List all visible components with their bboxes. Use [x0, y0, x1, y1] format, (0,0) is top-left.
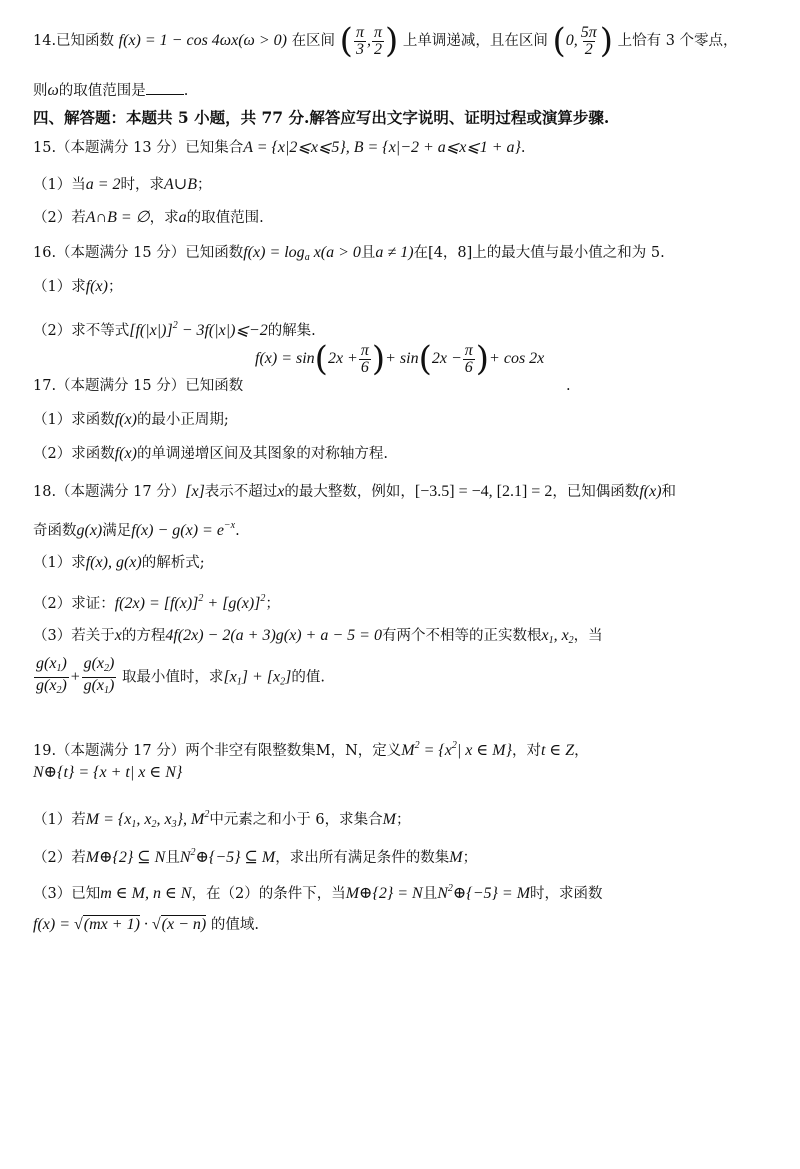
q17-text: 的最小正周期; [136, 412, 229, 428]
fraction [82, 656, 117, 699]
math: f(x) − g(x) = e [131, 522, 224, 539]
math: f(x) = log [243, 244, 305, 261]
math: | x ∈ M} [456, 742, 512, 759]
q15-text: ，求 [149, 210, 179, 226]
math: [x] [185, 483, 205, 500]
t: ) [109, 655, 115, 672]
q14-line-2 [33, 80, 188, 101]
sub: 2 [568, 635, 574, 646]
q16-head [33, 243, 665, 268]
fraction [34, 656, 69, 699]
paren-right: ) [384, 21, 399, 61]
sup: 2 [198, 593, 204, 604]
q16-part-1 [33, 277, 122, 297]
math: f(x) [639, 483, 662, 500]
sup: −x [223, 520, 236, 531]
q14-text: 在区间 [291, 33, 336, 49]
math: M⊕{2} ⊆ N [85, 849, 166, 866]
sub: 3 [171, 819, 177, 830]
q16-text: （2）求不等式 [33, 323, 130, 339]
q19-head [33, 736, 589, 761]
q14-text: . [183, 83, 189, 99]
t: ) [109, 677, 115, 694]
sub: 2 [104, 663, 109, 674]
q19-text: 的值域. [210, 917, 259, 933]
num: π [355, 23, 364, 41]
q18-text: 和 [661, 484, 677, 500]
q14-text: 则 [33, 83, 48, 99]
num: π [360, 341, 369, 359]
den [82, 677, 117, 699]
fraction [372, 25, 384, 58]
q14-text: 的取值范围是 [58, 83, 146, 99]
math: t ∈ Z [540, 742, 575, 759]
q19-text: 且 [165, 850, 180, 866]
q18-head [33, 482, 676, 502]
comma: , [366, 32, 371, 49]
math: f(x), g(x) [85, 554, 142, 571]
q17-formula [255, 339, 545, 379]
t: g(x [83, 655, 104, 672]
q19-text: ； [462, 850, 478, 866]
q17-dot: . [566, 378, 571, 394]
sup: 2 [447, 883, 453, 894]
q14-text: 上恰有 3 个零点， [617, 33, 738, 49]
q19-part-3-cont [33, 915, 259, 935]
q18-line-2 [33, 516, 240, 541]
math: a ≠ 1) [375, 244, 414, 261]
q16-text: 在[4，8]上的最大值与最小值之和为 5. [413, 245, 665, 261]
q16-text: 且 [360, 245, 376, 261]
sup: 2 [414, 740, 420, 751]
math: x [114, 627, 122, 644]
sqrt-sign: √ [74, 916, 83, 933]
math: [x [223, 668, 237, 686]
math: }, M [176, 811, 205, 828]
q19-text: 时，求函数 [530, 886, 603, 902]
math: [f(|x|)] [129, 322, 173, 339]
math: , x [553, 627, 569, 644]
q15-head [33, 138, 526, 158]
math: ⊕{−5} ⊆ M [195, 849, 276, 866]
den: 6 [360, 358, 369, 376]
sub: 1 [131, 819, 137, 830]
q19-line-2 [33, 763, 182, 783]
math: f(2x) = [f(x)] [114, 595, 199, 612]
q15-text: . [520, 140, 526, 156]
q19-text: （1）若 [33, 812, 86, 828]
fraction [579, 25, 599, 58]
math: A∩B = ∅ [85, 209, 150, 226]
q18-text: 表示不超过 [204, 484, 278, 500]
q15-text: （1）当 [33, 177, 86, 193]
math: f(x) [114, 411, 137, 428]
math: A∪B [164, 176, 197, 193]
q19-text: ； [395, 812, 411, 828]
q17-text: （2）求函数 [33, 446, 115, 462]
sub: 2 [56, 685, 62, 696]
q18-text: ； [265, 596, 280, 612]
q18-text: . [235, 523, 240, 539]
math: N [179, 849, 191, 866]
math: f(x) [85, 278, 108, 295]
paren-left: ( [418, 339, 432, 379]
q19-text: ，对 [511, 743, 541, 759]
paren-right: ) [599, 21, 613, 61]
math: g(x) [76, 522, 103, 539]
math: ] [285, 668, 292, 686]
q15-text: （2）若 [33, 210, 86, 226]
fraction [359, 343, 371, 376]
q18-text: 的值. [291, 669, 325, 686]
q19-text: 19.（本题满分 17 分）两个非空有限整数集M，N，定义 [33, 743, 402, 759]
q18-text: 奇函数 [33, 523, 77, 539]
math: ⊕{−5} = M [452, 885, 531, 902]
paren-left: ( [339, 21, 353, 61]
q18-part-3 [33, 626, 603, 651]
paren-left: ( [552, 21, 566, 61]
q18-text: （1）求 [33, 555, 86, 571]
den: 3 [355, 40, 364, 58]
q15-sets: A = {x|2⩽x⩽5}, B = {x|−2 + a⩽x⩽1 + a} [243, 139, 521, 156]
math: (x − n) [161, 916, 207, 933]
t: g(x [83, 677, 104, 694]
sup: 2 [190, 847, 196, 858]
q18-text: 有两个不相等的正实数根 [381, 628, 542, 644]
math: + sin [385, 350, 419, 367]
math: a = 2 [85, 176, 121, 193]
omega: ω [47, 82, 59, 99]
q19-part-2 [33, 843, 477, 868]
math: M [382, 811, 396, 828]
q17-part-1 [33, 410, 229, 430]
t: ) [61, 655, 67, 672]
q16-text: 16.（本题满分 15 分）已知函数 [33, 245, 244, 261]
sub: a [304, 252, 310, 263]
q18-text: 的最大整数，例如， [284, 484, 415, 500]
t: g(x [36, 677, 57, 694]
q19-part-3 [33, 879, 603, 904]
q17-part-2 [33, 444, 388, 464]
q18-text: 满足 [102, 523, 132, 539]
q17-text: （1）求函数 [33, 412, 115, 428]
math: x [541, 627, 549, 644]
sup: 2 [172, 320, 178, 331]
q17-text: 的单调递增区间及其图象的对称轴方程. [136, 446, 389, 462]
q18-part-2 [33, 589, 280, 614]
q15-text: 的取值范围. [186, 210, 264, 226]
paren-left: ( [314, 339, 328, 379]
q19-text: （3）已知 [33, 886, 101, 902]
sub: 1 [104, 685, 109, 696]
q15-text: 15.（本题满分 13 分）已知集合 [33, 140, 244, 156]
math: · [139, 916, 152, 933]
q14-line-1 [33, 21, 738, 61]
num: π [373, 23, 382, 41]
math: (mx + 1) [83, 916, 140, 933]
math: a [178, 209, 187, 226]
q18-text: ，已知偶函数 [552, 484, 640, 500]
q17-text: 17.（本题满分 15 分）已知函数 [33, 378, 244, 394]
num: 5π [580, 23, 597, 41]
q19-text: （2）若 [33, 850, 86, 866]
math: 2x − [431, 350, 462, 367]
fraction [354, 25, 366, 58]
den: 6 [464, 358, 473, 376]
den [34, 677, 69, 699]
sub: 1 [236, 676, 242, 688]
paren-right: ) [371, 339, 386, 379]
math: M⊕{2} = N [345, 885, 423, 902]
q14-text: 14.已知函数 [33, 33, 115, 49]
math: = {x [419, 742, 452, 759]
q15-text: ； [196, 177, 212, 193]
math: m ∈ M, n ∈ N [100, 885, 192, 902]
math: 4f(2x) − 2(a + 3)g(x) + a − 5 = 0 [165, 627, 382, 644]
sqrt-sign: √ [151, 916, 161, 933]
math: + [g(x)] [203, 595, 261, 612]
q19-text: ，求出所有满足条件的数集 [275, 850, 450, 866]
sub: 1 [56, 663, 62, 674]
q14-text: 上单调递减，且在区间 [402, 33, 548, 49]
math: M [449, 849, 463, 866]
paren-right: ) [475, 339, 490, 379]
q16-part-2 [33, 316, 316, 341]
sup: 2 [260, 593, 266, 604]
q18-text: （3）若关于 [33, 628, 115, 644]
fraction [463, 343, 475, 376]
q15-part-1 [33, 175, 211, 195]
q18-part-3-cont [33, 656, 325, 703]
q18-text: 的方程 [121, 628, 166, 644]
num: π [464, 341, 473, 359]
math: N [437, 885, 448, 902]
den: 2 [373, 40, 382, 58]
math: M [401, 742, 415, 759]
math: x(a > 0 [309, 244, 361, 261]
q15-text: 时，求 [120, 177, 165, 193]
num [34, 656, 69, 677]
q19-text: ， [574, 743, 589, 759]
sub: 2 [280, 676, 286, 688]
t: g(x [36, 655, 57, 672]
answer-blank [146, 80, 184, 95]
sup: 2 [451, 740, 457, 751]
t: ) [61, 677, 67, 694]
q18-text: 取最小值时，求 [121, 669, 224, 686]
q16-text: （1）求 [33, 279, 86, 295]
q18-text: ，当 [573, 628, 603, 644]
math: , x [136, 811, 152, 828]
zero: 0, [565, 32, 578, 49]
math: f(x) = [33, 916, 74, 933]
math: + cos 2x [489, 350, 545, 367]
math: f(x) = sin [255, 350, 315, 367]
q14-function: f(x) = 1 − cos 4ωx(ω > 0) [118, 32, 287, 49]
math: ] + [x [241, 668, 281, 686]
q19-part-1 [33, 805, 410, 835]
math: 2x + [327, 350, 358, 367]
math: x [277, 483, 285, 500]
section-heading: 四、解答题：本题共 5 小题，共 77 分.解答应写出文字说明、证明过程或演算步骤. [33, 108, 610, 127]
sup: 2 [204, 809, 210, 820]
q18-text: 18.（本题满分 17 分） [33, 484, 186, 500]
math: , x [156, 811, 172, 828]
q18-text: 的解析式; [141, 555, 205, 571]
math: M = {x [85, 811, 132, 828]
q15-part-2 [33, 208, 264, 228]
math: [−3.5] = −4, [2.1] = 2 [414, 483, 553, 500]
num [82, 656, 117, 677]
q18-part-1 [33, 553, 205, 573]
math: f(x) [114, 445, 137, 462]
q17-head [33, 376, 243, 396]
math: + [69, 668, 81, 686]
q18-text: （2）求证： [33, 596, 115, 612]
q16-text: ； [107, 279, 123, 295]
q16-text: 的解集. [267, 323, 316, 339]
q19-text: 中元素之和小于 6，求集合 [209, 812, 383, 828]
math: − 3f(|x|)⩽−2 [177, 322, 268, 339]
q19-text: 且 [422, 886, 438, 902]
sub: 2 [151, 819, 157, 830]
q19-text: ，在（2）的条件下，当 [191, 886, 346, 902]
den: 2 [584, 40, 593, 58]
sub: 1 [548, 635, 554, 646]
math: N⊕{t} = {x + t| x ∈ N} [33, 764, 183, 781]
